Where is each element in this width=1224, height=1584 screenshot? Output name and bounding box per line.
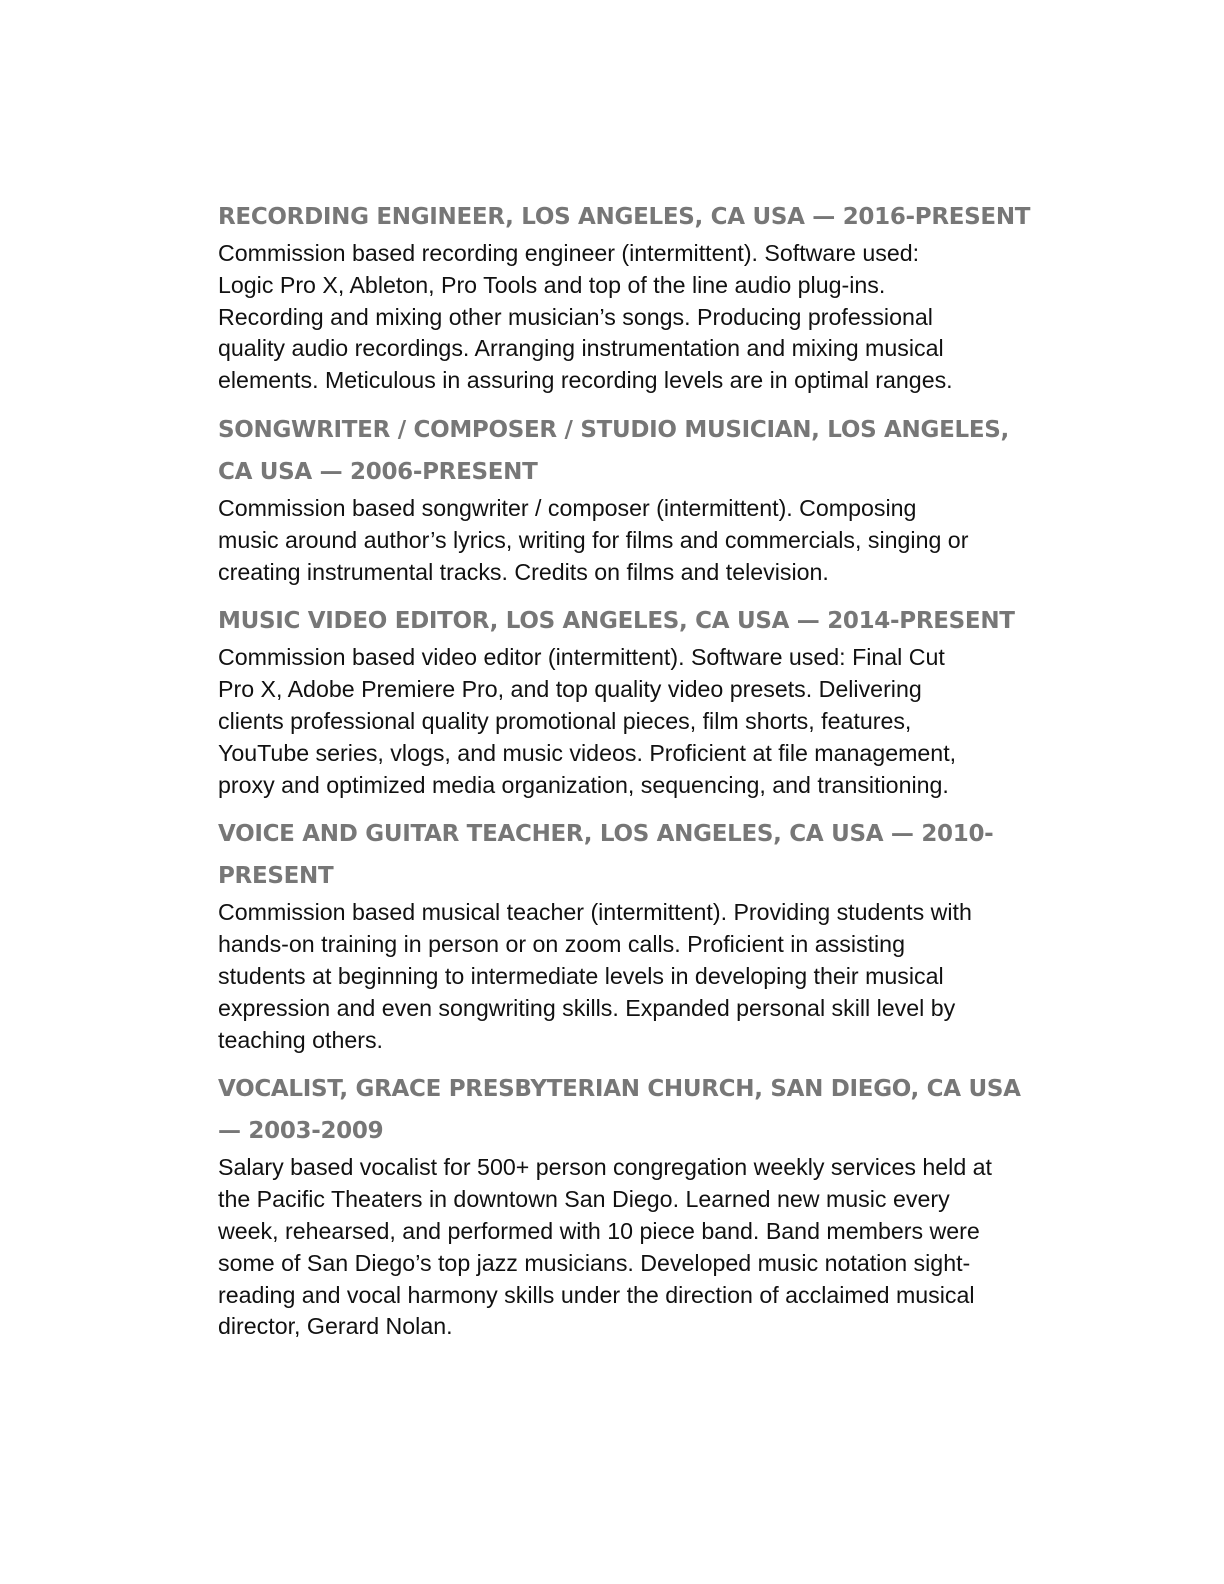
job-entry-recording-engineer [218,196,1038,397]
job-description: Commission based recording engineer (intermittent). Software used: Logic Pro X, Ableton, Pro Tools and top of the line audio plug-ins. Recording and mixing other musician’s songs. Producing professional quality audio recordings. Arranging instrumentation and mixing musical elements. Meticulous in assuring recording levels are in optimal ranges. [218,240,953,394]
job-description: Commission based video editor (intermittent). Software used: Final Cut Pro X, Adobe Premiere Pro, and top quality video presets. Delivering clients professional quality promotional pieces, film shorts, features, YouTube series, vlogs, and music videos. Proficient at file management, proxy and optimized media organization, sequencing, and transitioning. [218,644,957,798]
job-description: Salary based vocalist for 500+ person congregation weekly services held at the Pacific Theaters in downtown San Diego. Learned new music every week, rehearsed, and performed with 10 piece band. Band members were some of San Diego’s top jazz musicians. Developed music notation sight- reading and vocal harmony skills under the direction of acclaimed musical director, Gerard Nolan. [218,1154,992,1340]
job-description: Commission based musical teacher (intermittent). Providing students with hands-on training in person or on zoom calls. Proficient in assisting students at beginning to intermediate levels in developing their musical expression and even songwriting skills. Expanded personal skill level by teaching others. [218,899,972,1053]
job-title: SONGWRITER / COMPOSER / STUDIO MUSICIAN, LOS ANGELES, CA USA — 2006-PRESENT [218,416,1009,485]
job-entry-songwriter [218,409,1038,588]
job-title: VOCALIST, GRACE PRESBYTERIAN CHURCH, SAN DIEGO, CA USA — 2003-2009 [218,1076,1021,1145]
job-title: MUSIC VIDEO EDITOR, LOS ANGELES, CA USA — 2014-PRESENT [218,608,1015,635]
job-title: VOICE AND GUITAR TEACHER, LOS ANGELES, CA USA — 2010- PRESENT [218,821,994,890]
job-entry-voice-guitar-teacher [218,813,1038,1056]
job-description: Commission based songwriter / composer (intermittent). Composing music around author’s lyrics, writing for films and commercials, singing or creating instrumental tracks. Credits on films and television. [218,494,969,585]
job-entry-vocalist [218,1068,1038,1343]
job-entry-music-video-editor [218,600,1038,801]
resume-experience-section [218,196,1038,1343]
job-title: RECORDING ENGINEER, LOS ANGELES, CA USA — 2016-PRESENT [218,204,1031,230]
